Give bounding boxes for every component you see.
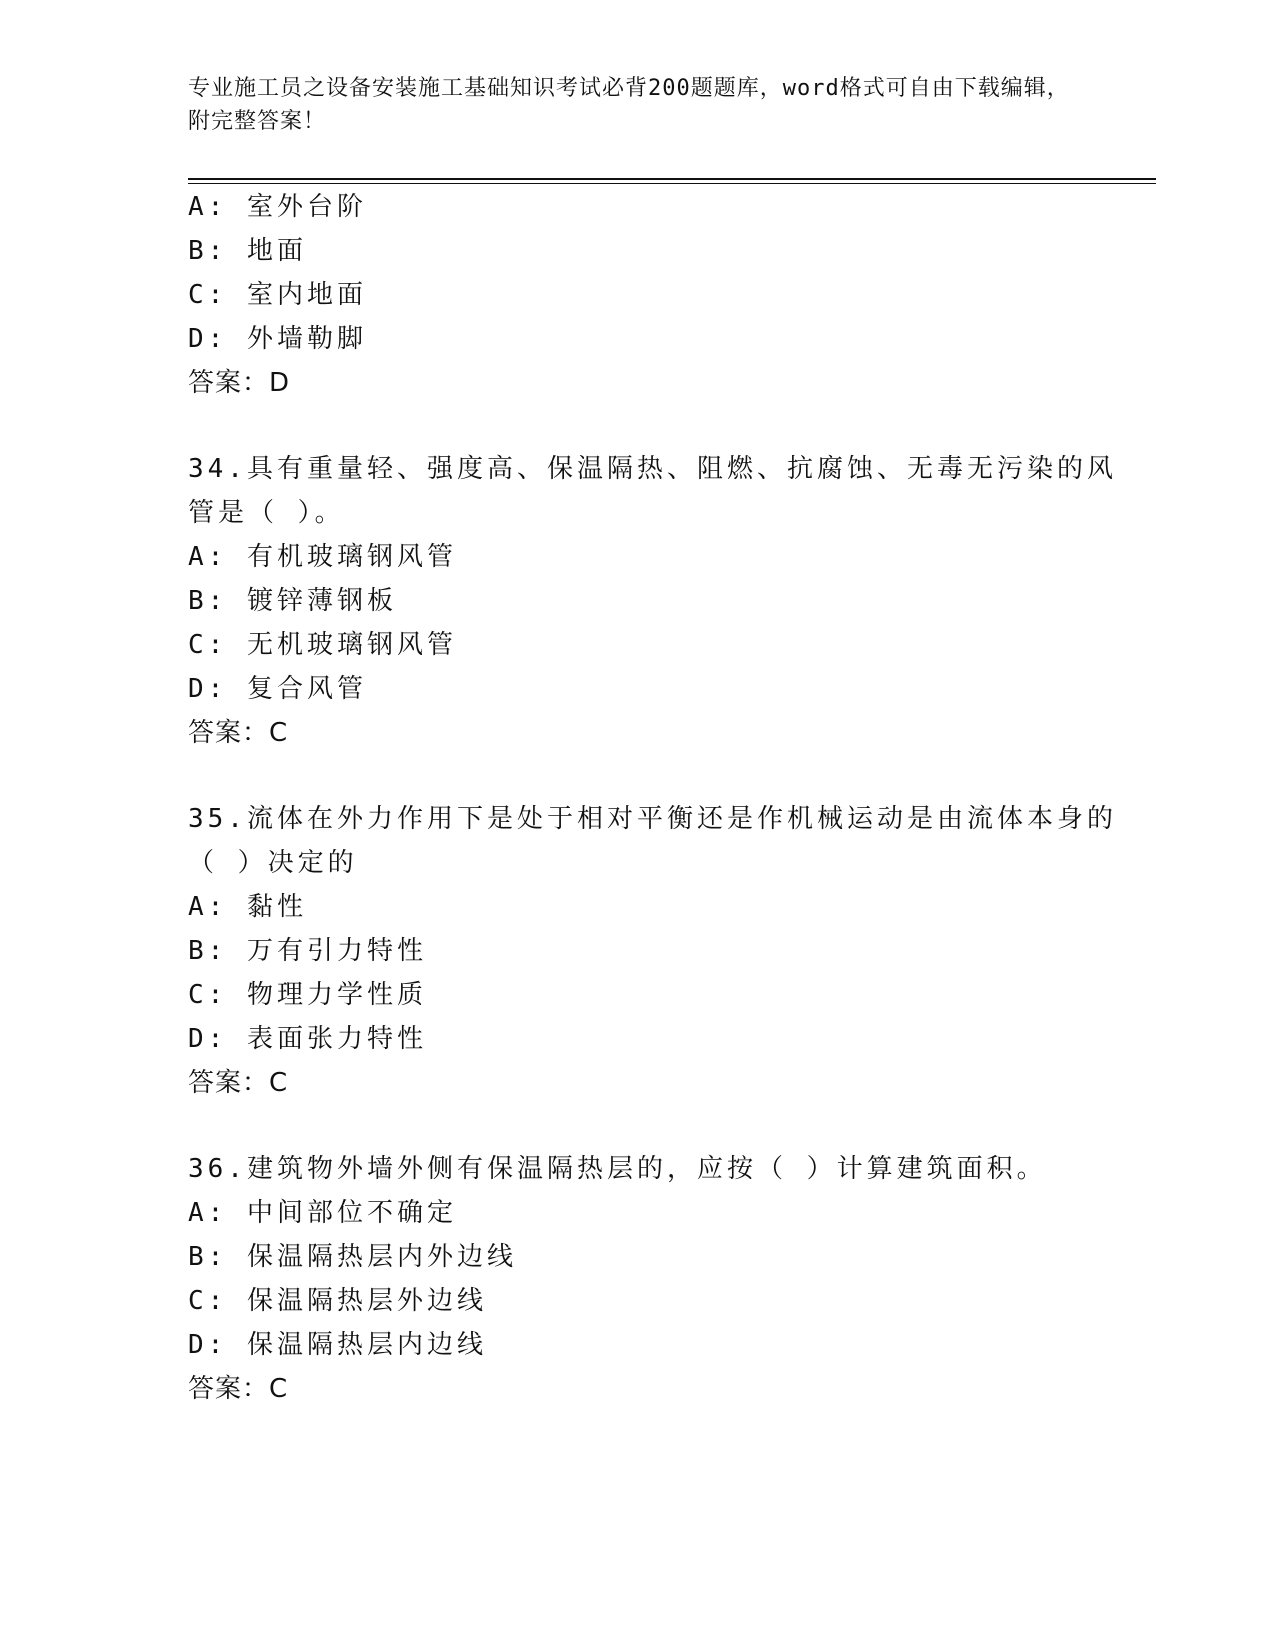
question-36-option-b: B: 保温隔热层内外边线 xyxy=(188,1242,517,1272)
page-header: 专业施工员之设备安装施工基础知识考试必背200题题库，word格式可自由下载编辑，附完整答案！ xyxy=(188,76,1070,134)
question-35-answer: 答案：C xyxy=(188,1068,289,1098)
question-34-text: 34.具有重量轻、强度高、保温隔热、阻燃、抗腐蚀、无毒无污染的风 xyxy=(188,454,1117,484)
question-34-answer: 答案：C xyxy=(188,718,289,748)
prev-option-b: B: 地面 xyxy=(188,236,307,266)
question-35-option-c: C: 物理力学性质 xyxy=(188,980,427,1010)
question-36-option-c: C: 保温隔热层外边线 xyxy=(188,1286,487,1316)
question-34-text-cont: 管是（ ）。 xyxy=(188,498,345,528)
prev-option-d: D: 外墙勒脚 xyxy=(188,324,367,354)
question-34-option-d: D: 复合风管 xyxy=(188,674,367,704)
question-35-option-d: D: 表面张力特性 xyxy=(188,1024,427,1054)
header-divider xyxy=(188,178,1156,184)
question-35-option-a: A: 黏性 xyxy=(188,892,307,922)
prev-option-a: A: 室外台阶 xyxy=(188,192,367,222)
question-36-option-a: A: 中间部位不确定 xyxy=(188,1198,457,1228)
question-36-answer: 答案：C xyxy=(188,1374,289,1404)
question-36-text: 36.建筑物外墙外侧有保温隔热层的，应按（ ）计算建筑面积。 xyxy=(188,1154,1047,1184)
question-35-option-b: B: 万有引力特性 xyxy=(188,936,427,966)
prev-option-c: C: 室内地面 xyxy=(188,280,367,310)
question-35-text: 35.流体在外力作用下是处于相对平衡还是作机械运动是由流体本身的 xyxy=(188,804,1117,834)
question-35-text-cont: （ ）决定的 xyxy=(188,848,358,878)
question-34-option-c: C: 无机玻璃钢风管 xyxy=(188,630,457,660)
question-36-option-d: D: 保温隔热层内边线 xyxy=(188,1330,487,1360)
question-34-option-a: A: 有机玻璃钢风管 xyxy=(188,542,457,572)
question-34-option-b: B: 镀锌薄钢板 xyxy=(188,586,397,616)
prev-answer: 答案：D xyxy=(188,368,291,398)
